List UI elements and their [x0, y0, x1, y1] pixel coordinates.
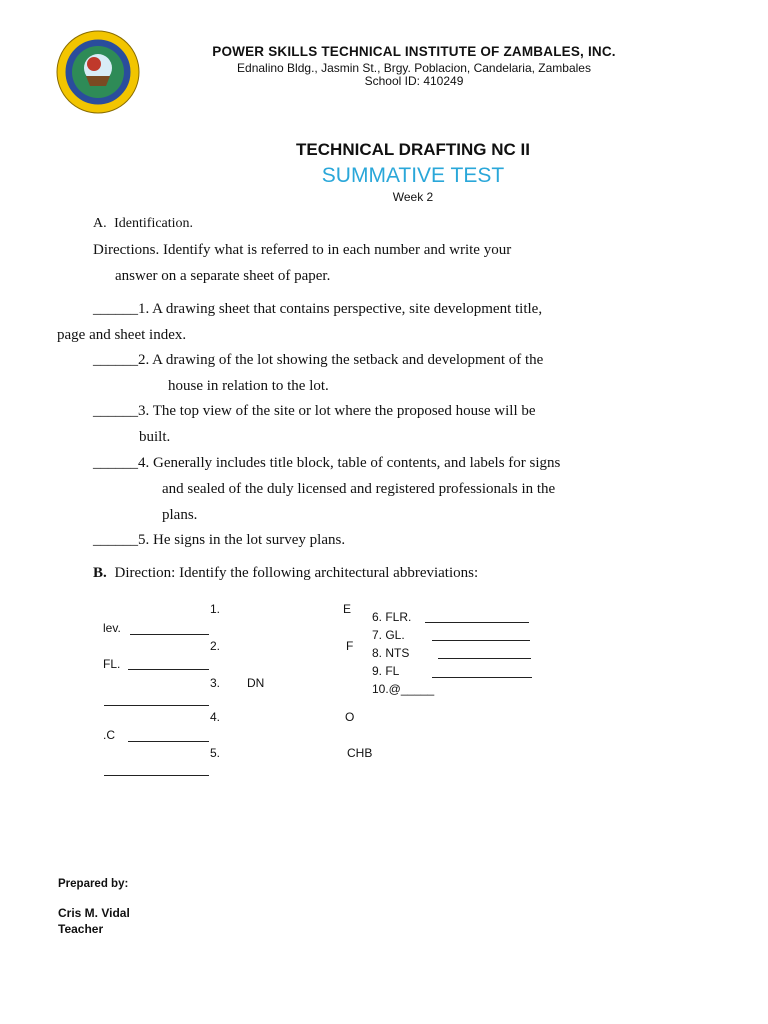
question-3-line-2: built. — [139, 429, 171, 445]
abbr-e: E — [343, 602, 352, 616]
abbr-item-7: 7. GL. — [372, 628, 405, 642]
school-name: POWER SKILLS TECHNICAL INSTITUTE OF ZAMBALES, INC. — [212, 44, 616, 59]
abbr-item-8: 8. NTS — [372, 646, 410, 660]
school-id: School ID: 410249 — [364, 74, 464, 88]
course-title: TECHNICAL DRAFTING NC II — [296, 140, 530, 159]
section-b-letter: B. — [93, 565, 107, 581]
section-b-direction: Direction: Identify the following architectural abbreviations: — [114, 565, 479, 581]
b-number-2: 2. — [210, 639, 221, 653]
question-1-line-2: page and sheet index. — [57, 327, 187, 343]
answer-line-3 — [104, 705, 209, 706]
section-a-heading — [93, 216, 193, 232]
week-label: Week 2 — [392, 190, 434, 204]
abbr-item-9: 9. FL — [372, 664, 400, 678]
abbr-dot-c: .C — [103, 728, 115, 742]
test-title: SUMMATIVE TEST — [321, 164, 505, 187]
abbr-lev: lev. — [103, 621, 121, 635]
question-4-line-3: plans. — [162, 507, 198, 523]
answer-line-6 — [425, 622, 529, 623]
abbr-item-6: 6. FLR. — [372, 610, 412, 624]
abbr-fl: FL. — [103, 657, 121, 671]
question-3-line-1: ______3. The top view of the site or lot where the proposed house will be — [93, 403, 536, 419]
directions-line-1: Directions. Identify what is referred to in each number and write your — [93, 242, 512, 258]
answer-line-lev — [130, 634, 209, 635]
section-a-letter: A. — [93, 216, 107, 231]
question-4-line-2: and sealed of the duly licensed and registered professionals in the — [162, 481, 556, 497]
question-5: ______5. He signs in the lot survey plans. — [93, 532, 346, 548]
prepared-by-label: Prepared by: — [58, 878, 129, 890]
abbr-dn: DN — [247, 676, 265, 690]
question-1-line-1: ______1. A drawing sheet that contains perspective, site development title, — [93, 301, 543, 317]
question-4-line-1: ______4. Generally includes title block, table of contents, and labels for signs — [93, 455, 561, 471]
answer-line-5 — [104, 775, 209, 776]
directions-line-2: answer on a separate sheet of paper. — [115, 268, 331, 284]
teacher-name: Cris M. Vidal — [58, 906, 130, 920]
section-b-heading — [93, 565, 478, 582]
answer-line-9 — [432, 677, 532, 678]
answer-line-8 — [438, 658, 531, 659]
question-2-line-1: ______2. A drawing of the lot showing the setback and development of the — [93, 352, 544, 368]
teacher-role: Teacher — [58, 922, 104, 936]
abbr-f: F — [346, 639, 354, 653]
abbr-chb: CHB — [347, 746, 373, 760]
answer-line-c — [128, 741, 209, 742]
b-number-5: 5. — [210, 746, 221, 760]
answer-line-fl — [128, 669, 209, 670]
b-number-3: 3. — [210, 676, 221, 690]
abbr-item-10: 10.@_____ — [372, 682, 435, 696]
abbr-o: O — [345, 710, 355, 724]
b-number-1: 1. — [210, 602, 221, 616]
b-number-4: 4. — [210, 710, 221, 724]
school-address: Ednalino Bldg., Jasmin St., Brgy. Poblacion, Candelaria, Zambales — [237, 61, 591, 75]
answer-line-7 — [432, 640, 530, 641]
question-2-line-2: house in relation to the lot. — [168, 378, 329, 394]
section-a-title: Identification. — [114, 216, 194, 231]
